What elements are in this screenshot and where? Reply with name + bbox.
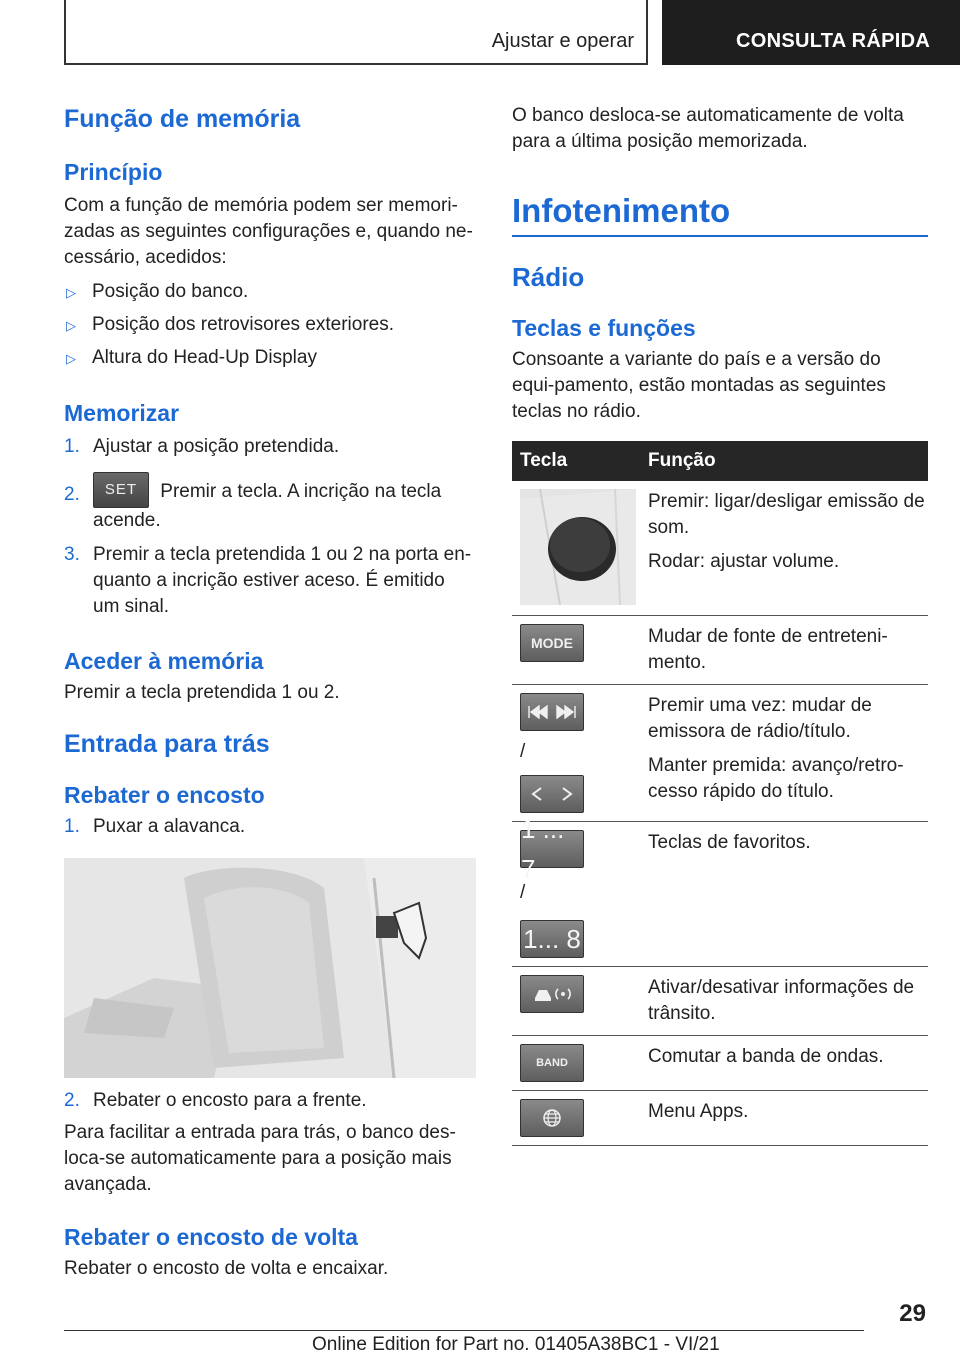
column-header-key: Tecla <box>520 450 568 471</box>
principle-text: Com a função de memória podem ser memori-zadas as seguintes configurações e, quando ne-cessário, acedidos: <box>64 195 473 268</box>
seat-lever-photo <box>64 858 476 1078</box>
function-text: Ativar/desativar informações de trânsito. <box>648 977 915 1024</box>
keys-functions-heading: Teclas e funções <box>512 315 696 341</box>
memorize-heading: Memorizar <box>64 400 180 426</box>
seek-skip-keys-icon <box>520 693 584 731</box>
footer-rule <box>64 1330 864 1331</box>
list-item: ▷ Posição do banco. <box>64 279 476 306</box>
table-row <box>512 685 928 822</box>
infotainment-heading: Infotenimento <box>512 192 731 229</box>
fold-backrest-text: Para facilitar a entrada para trás, o banco des-loca-se automaticamente para a posição mais avançada. <box>64 1122 456 1195</box>
list-item: 1. Puxar a alavanca. <box>64 816 246 837</box>
rear-entry-heading: Entrada para trás <box>64 730 270 758</box>
function-text: Premir uma vez: mudar de emissora de rádio/título. <box>648 695 872 742</box>
table-header <box>512 441 928 481</box>
unfold-backrest-text: Rebater o encosto de volta e encaixar. <box>64 1258 389 1279</box>
access-memory-heading: Aceder à memória <box>64 648 264 674</box>
table-row <box>512 814 928 967</box>
heading-rule <box>512 235 928 237</box>
unfold-backrest-heading: Rebater o encosto de volta <box>64 1224 358 1250</box>
list-item: 2. SET Premir a tecla. A incrição na tecla acende. <box>64 476 476 534</box>
function-text: Rodar: ajustar volume. <box>648 551 840 572</box>
page-number: 29 <box>899 1300 926 1327</box>
principle-heading: Princípio <box>64 159 163 185</box>
seat-return-text: O banco desloca-se automaticamente de volta para a última posição memorizada. <box>512 105 904 152</box>
list-item: ▷ Posição dos retrovisores exteriores. <box>64 312 476 339</box>
function-text: Comutar a banda de ondas. <box>648 1046 884 1067</box>
apps-globe-key-icon <box>520 1099 584 1137</box>
set-key-icon: SET <box>93 472 149 508</box>
function-text: Mudar de fonte de entreteni-mento. <box>648 626 888 673</box>
favorites-key-1-7-icon: 1 ... 7 <box>520 830 584 868</box>
function-text: Manter premida: avanço/retro-cesso rápido do título. <box>648 755 904 802</box>
triangle-bullet-icon: ▷ <box>66 351 76 366</box>
table-row <box>512 616 928 685</box>
header-section-tab <box>64 0 648 65</box>
column-header-function: Função <box>648 450 716 471</box>
right-column <box>512 100 928 1146</box>
table-row <box>512 1036 928 1091</box>
header-section-label: Ajustar e operar <box>491 30 634 52</box>
mode-key-icon: MODE <box>520 624 584 662</box>
list-item: ▷ Altura do Head-Up Display <box>64 345 476 372</box>
volume-knob-icon <box>520 489 636 605</box>
band-key-icon: BAND <box>520 1044 584 1082</box>
table-row <box>512 967 928 1036</box>
table-row <box>512 481 928 616</box>
radio-keys-table <box>512 441 928 1146</box>
list-item: 3. Premir a tecla pretendida 1 ou 2 na porta en-quanto a incrição estiver aceso. É emitido um sinal. <box>64 544 472 617</box>
memory-function-heading: Função de memória <box>64 105 301 133</box>
triangle-bullet-icon: ▷ <box>66 285 76 300</box>
separator-slash: / <box>520 741 526 762</box>
function-text: Teclas de favoritos. <box>648 832 811 853</box>
arrow-keys-icon <box>520 775 584 813</box>
favorites-key-1-8-icon: 1... 8 <box>520 920 584 958</box>
access-memory-text: Premir a tecla pretendida 1 ou 2. <box>64 682 340 703</box>
memorize-steps <box>64 434 476 620</box>
keys-functions-text: Consoante a variante do país e a versão do equi-pamento, estão montadas as seguintes teclas no rádio. <box>512 349 886 422</box>
triangle-bullet-icon: ▷ <box>66 318 76 333</box>
function-text: Menu Apps. <box>648 1101 749 1122</box>
list-item: 1. Ajustar a posição pretendida. <box>64 436 340 457</box>
traffic-info-key-icon <box>520 975 584 1013</box>
header-chapter-tab <box>662 0 960 65</box>
table-row <box>512 1091 928 1146</box>
fold-backrest-heading: Rebater o encosto <box>64 782 265 808</box>
memory-bullet-list <box>64 279 476 372</box>
function-text: Premir: ligar/desligar emissão de som. <box>648 491 925 538</box>
header-chapter-label: CONSULTA RÁPIDA <box>736 30 931 52</box>
separator-slash: / <box>520 882 526 903</box>
radio-heading: Rádio <box>512 262 585 292</box>
left-column <box>64 100 476 1282</box>
seat-illustration <box>64 858 476 1078</box>
footer-edition: Online Edition for Part no. 01405A38BC1 - VI/21 <box>312 1334 720 1355</box>
list-item: 2. Rebater o encosto para a frente. <box>64 1090 367 1111</box>
